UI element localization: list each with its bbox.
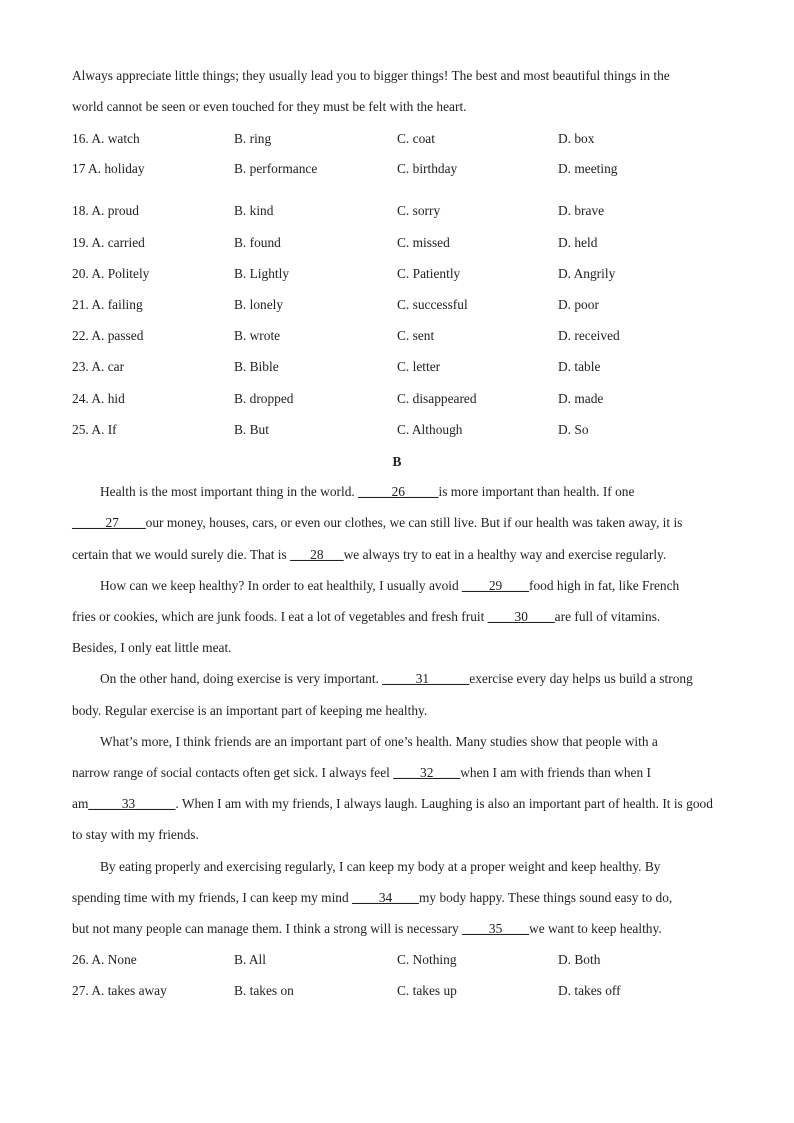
option-a: 27. A. takes away	[72, 983, 167, 998]
option-a: 26. A. None	[72, 952, 137, 967]
question-row-20	[0, 265, 794, 283]
option-c: C. letter	[397, 359, 441, 374]
option-d: D. brave	[558, 203, 605, 218]
passage-text: when I am with friends than when I	[460, 765, 651, 780]
option-a: 18. A. proud	[72, 203, 139, 218]
option-d: D. poor	[558, 297, 599, 312]
option-d: D. takes off	[558, 983, 621, 998]
question-row-19	[0, 234, 794, 252]
passage-line	[72, 608, 660, 626]
option-b: B. performance	[234, 161, 318, 176]
passage-line: By eating properly and exercising regularly, I can keep my body at a proper weight and keep healthy. By	[100, 859, 661, 874]
option-c: C. disappeared	[397, 391, 477, 406]
passage-line	[72, 795, 713, 813]
passage-line	[100, 483, 634, 501]
passage-text: How can we keep healthy? In order to eat healthily, I usually avoid	[100, 578, 463, 593]
passage-text: On the other hand, doing exercise is very important.	[100, 671, 383, 686]
question-row-18	[0, 202, 794, 220]
option-b: B. All	[234, 952, 266, 967]
question-row-21	[0, 296, 794, 314]
option-d: D. held	[558, 235, 598, 250]
option-a: 24. A. hid	[72, 391, 125, 406]
option-a: 20. A. Politely	[72, 266, 150, 281]
option-c: C. Although	[397, 422, 463, 437]
passage-line	[72, 546, 666, 564]
option-a: 23. A. car	[72, 359, 125, 374]
passage-line	[72, 920, 662, 938]
intro-line-1: Always appreciate little things; they usually lead you to bigger things! The best and most beautiful things in the	[72, 68, 670, 83]
option-b: B. takes on	[234, 983, 294, 998]
passage-text: are full of vitamins.	[554, 609, 661, 624]
question-row-26	[0, 951, 794, 969]
option-b: B. dropped	[234, 391, 294, 406]
option-b: B. Lightly	[234, 266, 290, 281]
passage-text: spending time with my friends, I can keep my mind	[72, 890, 353, 905]
blank-35: ____35____	[462, 921, 530, 936]
blank-33: _____33______	[88, 796, 176, 811]
option-d: D. Angrily	[558, 266, 616, 281]
passage-line: What’s more, I think friends are an important part of one’s health. Many studies show that people with a	[100, 734, 658, 749]
option-c: C. successful	[397, 297, 468, 312]
passage-text: fries or cookies, which are junk foods. I eat a lot of vegetables and fresh fruit	[72, 609, 488, 624]
intro-line-2: world cannot be seen or even touched for they must be felt with the heart.	[72, 99, 467, 114]
passage-line	[100, 577, 679, 595]
option-d: D. meeting	[558, 161, 618, 176]
passage-text: our money, houses, cars, or even our clothes, we can still live. But if our health was taken away, it is	[145, 515, 683, 530]
blank-26: _____26_____	[358, 484, 439, 499]
blank-28: ___28___	[290, 547, 344, 562]
option-b: B. found	[234, 235, 281, 250]
blank-27: _____27____	[72, 515, 146, 530]
blank-34: ____34____	[352, 890, 419, 905]
question-row-24	[0, 390, 794, 408]
option-d: D. made	[558, 391, 604, 406]
option-a: 16. A. watch	[72, 131, 140, 146]
passage-text: am	[72, 796, 89, 811]
question-row-23	[0, 358, 794, 376]
blank-31: _____31______	[382, 671, 470, 686]
passage-text: exercise every day helps us build a strong	[469, 671, 693, 686]
option-d: D. received	[558, 328, 620, 343]
question-row-16	[0, 130, 794, 148]
option-d: D. box	[558, 131, 595, 146]
passage-line	[100, 670, 693, 688]
section-b-heading: B	[392, 454, 402, 469]
passage-line	[72, 889, 672, 907]
blank-30: ____30____	[487, 609, 555, 624]
passage-text: narrow range of social contacts often get sick. I always feel	[72, 765, 394, 780]
blank-29: ____29____	[462, 578, 529, 593]
question-row-22	[0, 327, 794, 345]
option-a: 17 A. holiday	[72, 161, 145, 176]
question-row-25	[0, 421, 794, 439]
passage-text: . When I am with my friends, I always laugh. Laughing is also an important part of health. It is good	[175, 796, 713, 811]
option-b: B. But	[234, 422, 269, 437]
option-a: 21. A. failing	[72, 297, 143, 312]
passage-text: Health is the most important thing in the world.	[100, 484, 359, 499]
passage-line: Besides, I only eat little meat.	[72, 640, 232, 655]
option-b: B. Bible	[234, 359, 279, 374]
option-a: 25. A. If	[72, 422, 117, 437]
option-d: D. Both	[558, 952, 601, 967]
question-row-17	[0, 160, 794, 178]
option-c: C. takes up	[397, 983, 457, 998]
option-a: 19. A. carried	[72, 235, 145, 250]
option-a: 22. A. passed	[72, 328, 144, 343]
option-c: C. Patiently	[397, 266, 461, 281]
passage-text: food high in fat, like French	[529, 578, 680, 593]
passage-text: my body happy. These things sound easy to do,	[419, 890, 673, 905]
option-b: B. kind	[234, 203, 274, 218]
option-b: B. ring	[234, 131, 272, 146]
option-d: D. table	[558, 359, 601, 374]
option-c: C. missed	[397, 235, 450, 250]
option-c: C. Nothing	[397, 952, 457, 967]
option-c: C. coat	[397, 131, 435, 146]
passage-line: body. Regular exercise is an important part of keeping me healthy.	[72, 703, 428, 718]
passage-line: to stay with my friends.	[72, 827, 199, 842]
passage-text: we always try to eat in a healthy way and exercise regularly.	[343, 547, 667, 562]
option-b: B. lonely	[234, 297, 284, 312]
passage-line	[72, 764, 651, 782]
passage-text: certain that we would surely die. That is	[72, 547, 291, 562]
option-b: B. wrote	[234, 328, 281, 343]
option-c: C. sorry	[397, 203, 441, 218]
option-d: D. So	[558, 422, 589, 437]
passage-line	[72, 514, 682, 532]
passage-text: we want to keep healthy.	[529, 921, 662, 936]
option-c: C. birthday	[397, 161, 458, 176]
option-c: C. sent	[397, 328, 435, 343]
passage-text: is more important than health. If one	[438, 484, 635, 499]
blank-32: ____32____	[393, 765, 461, 780]
passage-text: but not many people can manage them. I think a strong will is necessary	[72, 921, 463, 936]
question-row-27	[0, 982, 794, 1000]
